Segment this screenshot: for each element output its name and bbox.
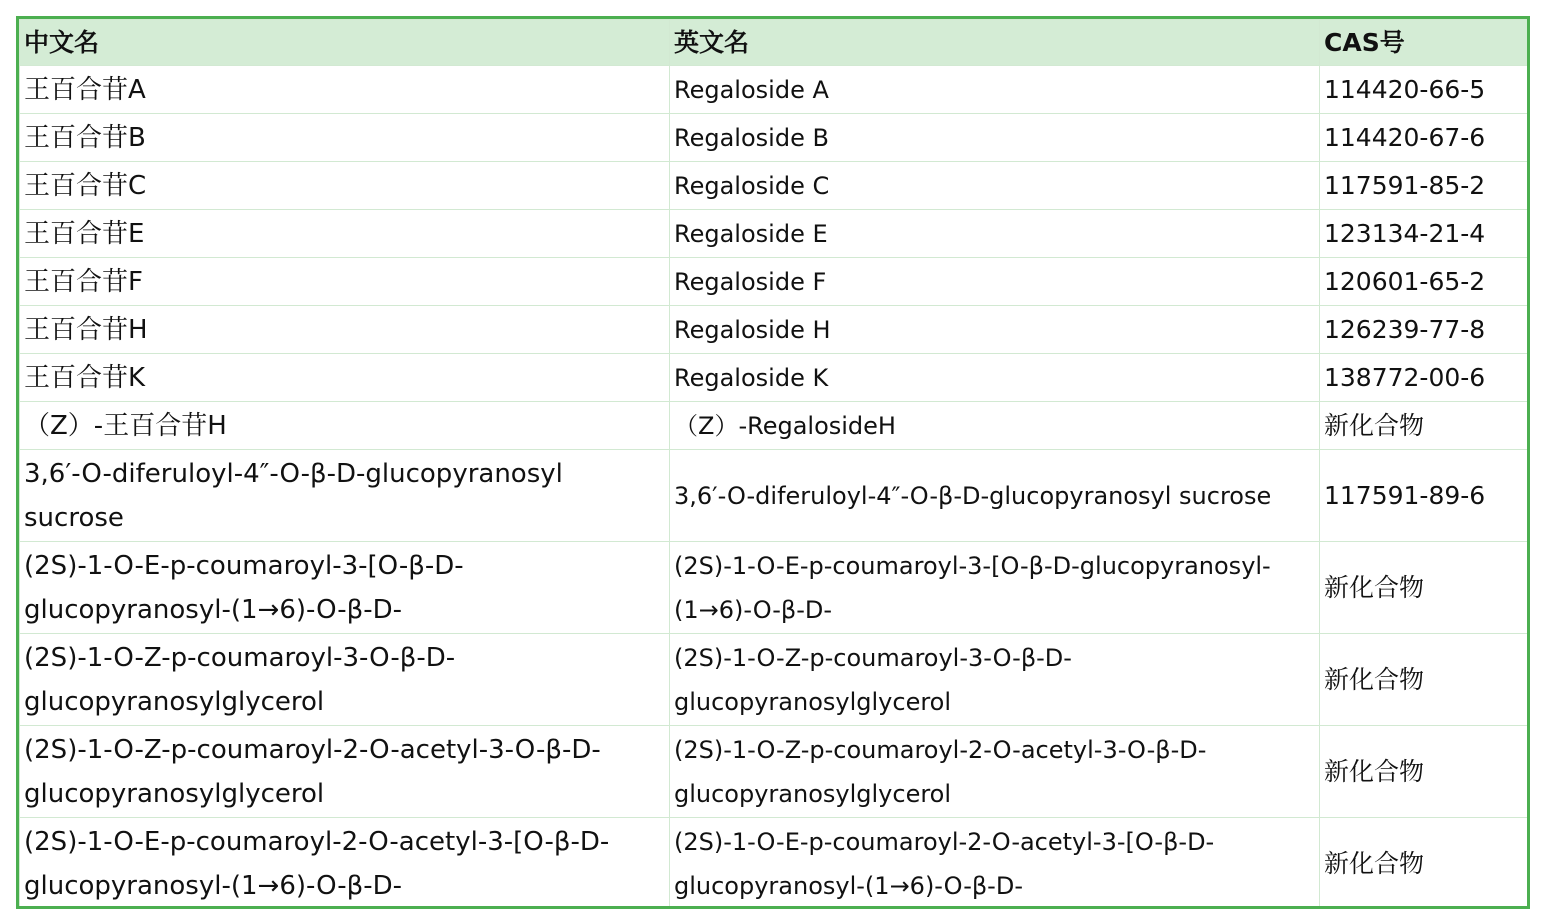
cell-cas-number: 新化合物 xyxy=(1320,402,1528,450)
cell-chinese-name: (2S)-1-O-E-p-coumaroyl-3-[O-β-D-glucopyranosyl-(1→6)-O-β-D- xyxy=(20,542,670,634)
cell-english-name: Regaloside A xyxy=(670,66,1320,114)
table-row xyxy=(20,726,1528,818)
header-cas-number: CAS号 xyxy=(1320,20,1528,66)
cell-cas-number: 新化合物 xyxy=(1320,818,1528,910)
cell-english-name: (2S)-1-O-Z-p-coumaroyl-3-O-β-D-glucopyranosylglycerol xyxy=(670,634,1320,726)
cell-english-name: Regaloside B xyxy=(670,114,1320,162)
cell-cas-number: 126239-77-8 xyxy=(1320,306,1528,354)
cell-english-name: 3,6′-O-diferuloyl-4″-O-β-D-glucopyranosyl sucrose xyxy=(670,450,1320,542)
cell-chinese-name: 王百合苷C xyxy=(20,162,670,210)
cell-chinese-name: 王百合苷H xyxy=(20,306,670,354)
cell-chinese-name: (2S)-1-O-E-p-coumaroyl-2-O-acetyl-3-[O-β-D-glucopyranosyl-(1→6)-O-β-D- xyxy=(20,818,670,910)
cell-english-name: Regaloside F xyxy=(670,258,1320,306)
cell-chinese-name: 王百合苷K xyxy=(20,354,670,402)
table-row xyxy=(20,162,1528,210)
cell-english-name: (2S)-1-O-E-p-coumaroyl-3-[O-β-D-glucopyranosyl-(1→6)-O-β-D- xyxy=(670,542,1320,634)
table-row xyxy=(20,818,1528,910)
cell-english-name: (2S)-1-O-Z-p-coumaroyl-2-O-acetyl-3-O-β-D-glucopyranosylglycerol xyxy=(670,726,1320,818)
table-row xyxy=(20,634,1528,726)
table-row xyxy=(20,66,1528,114)
cell-chinese-name: （Z）-王百合苷H xyxy=(20,402,670,450)
cell-cas-number: 123134-21-4 xyxy=(1320,210,1528,258)
table-row xyxy=(20,258,1528,306)
compound-table xyxy=(19,19,1528,909)
cell-cas-number: 新化合物 xyxy=(1320,542,1528,634)
cell-english-name: Regaloside E xyxy=(670,210,1320,258)
table-row xyxy=(20,210,1528,258)
table-row xyxy=(20,306,1528,354)
cell-cas-number: 117591-89-6 xyxy=(1320,450,1528,542)
header-row xyxy=(20,20,1528,66)
table-row xyxy=(20,402,1528,450)
header-chinese-name: 中文名 xyxy=(20,20,670,66)
cell-english-name: Regaloside H xyxy=(670,306,1320,354)
table-header xyxy=(20,20,1528,66)
table-row xyxy=(20,542,1528,634)
table-body xyxy=(20,66,1528,910)
header-english-name: 英文名 xyxy=(670,20,1320,66)
cell-english-name: Regaloside K xyxy=(670,354,1320,402)
cell-cas-number: 138772-00-6 xyxy=(1320,354,1528,402)
compound-table-container xyxy=(16,16,1530,909)
cell-cas-number: 120601-65-2 xyxy=(1320,258,1528,306)
cell-english-name: （Z）-RegalosideH xyxy=(670,402,1320,450)
table-row xyxy=(20,450,1528,542)
cell-english-name: (2S)-1-O-E-p-coumaroyl-2-O-acetyl-3-[O-β-D-glucopyranosyl-(1→6)-O-β-D- xyxy=(670,818,1320,910)
cell-chinese-name: (2S)-1-O-Z-p-coumaroyl-3-O-β-D-glucopyranosylglycerol xyxy=(20,634,670,726)
cell-english-name: Regaloside C xyxy=(670,162,1320,210)
cell-cas-number: 114420-67-6 xyxy=(1320,114,1528,162)
cell-cas-number: 新化合物 xyxy=(1320,634,1528,726)
cell-cas-number: 114420-66-5 xyxy=(1320,66,1528,114)
cell-chinese-name: (2S)-1-O-Z-p-coumaroyl-2-O-acetyl-3-O-β-D-glucopyranosylglycerol xyxy=(20,726,670,818)
cell-cas-number: 117591-85-2 xyxy=(1320,162,1528,210)
cell-chinese-name: 王百合苷E xyxy=(20,210,670,258)
cell-cas-number: 新化合物 xyxy=(1320,726,1528,818)
table-row xyxy=(20,114,1528,162)
cell-chinese-name: 3,6′-O-diferuloyl-4″-O-β-D-glucopyranosyl sucrose xyxy=(20,450,670,542)
table-row xyxy=(20,354,1528,402)
cell-chinese-name: 王百合苷F xyxy=(20,258,670,306)
cell-chinese-name: 王百合苷A xyxy=(20,66,670,114)
cell-chinese-name: 王百合苷B xyxy=(20,114,670,162)
